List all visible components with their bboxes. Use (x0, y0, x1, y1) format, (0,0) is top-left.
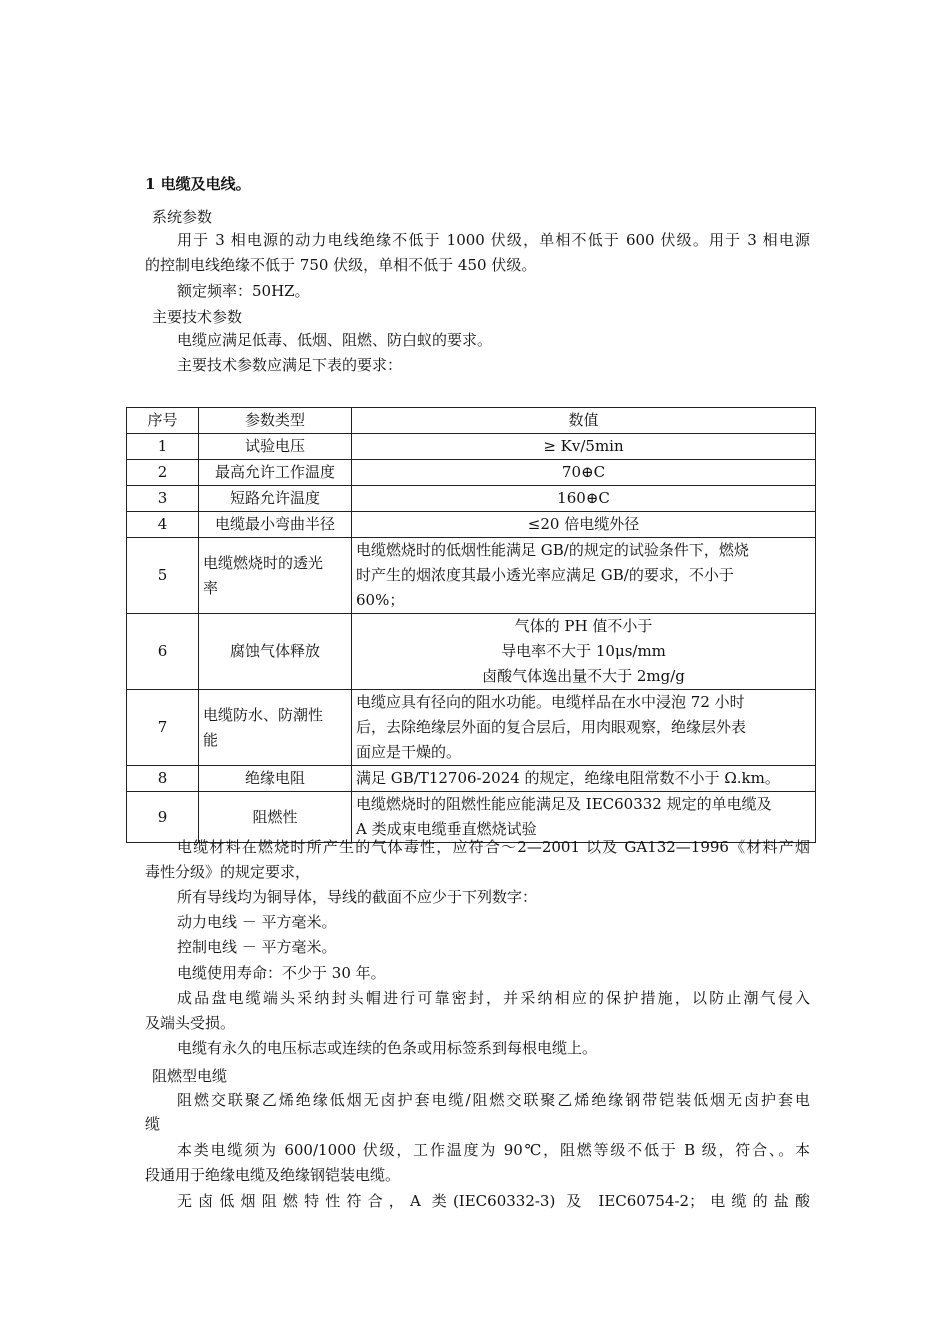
paragraph-line: 电缆应满足低毒、低烟、阻燃、防白蚁的要求。 (177, 331, 493, 349)
cell-text-line: 电缆燃烧时的低烟性能满足 GB/的规定的试验条件下，燃烧 (356, 541, 749, 559)
parameter-type-cell (199, 690, 352, 766)
section-heading: 1 电缆及电线。 (145, 175, 251, 193)
paragraph-line: 阻燃交联聚乙烯绝缘低烟无卤护套电缆/阻燃交联聚乙烯绝缘钢带铠装低烟无卤护套电 (177, 1091, 810, 1109)
header-cell: 参数类型 (199, 408, 352, 434)
cell-text-line: 160⊕C (557, 489, 610, 507)
table-row (127, 690, 816, 766)
cell-text-line: 腐蚀气体释放 (229, 642, 320, 660)
cell-text-line: 气体的 PH 值不小于 (514, 617, 653, 635)
row-number-cell: 9 (127, 792, 199, 843)
paragraph-line: 及端头受损。 (145, 1014, 236, 1032)
parameter-type-cell (199, 434, 352, 460)
cell-text-line: 试验电压 (244, 437, 305, 455)
paragraph-line: 电缆使用寿命：不少于 30 年。 (177, 964, 386, 982)
value-cell (352, 512, 816, 538)
cell-text-line: 后，去除绝缘层外面的复合层后，用肉眼观察，绝缘层外表 (356, 718, 747, 736)
cell-text-line: 电缆最小弯曲半径 (214, 515, 335, 533)
paragraph-line: 主要技术参数应满足下表的要求： (177, 356, 403, 374)
value-cell (352, 460, 816, 486)
cell-text-line: 率 (203, 578, 219, 597)
value-cell (352, 690, 816, 766)
row-number-cell: 1 (127, 434, 199, 460)
row-number-cell: 8 (127, 766, 199, 792)
cell-text-line: 满足 GB/T12706-2024 的规定，绝缘电阻常数不小于 Ω.km。 (356, 769, 780, 787)
parameter-type-cell (199, 486, 352, 512)
row-number-cell: 5 (127, 538, 199, 614)
paragraph-line: 本类电缆须为 600/1000 伏级，工作温度为 90℃，阻燃等级不低于 B 级，符合、。本 (177, 1141, 810, 1159)
cell-text-line: ≤20 倍电缆外径 (527, 515, 640, 533)
paragraph-line: 无卤低烟阻燃特性符合，A 类(IEC60332-3) 及 IEC60754-2；电缆的盐酸 (177, 1192, 810, 1210)
subsection-title-main: 主要技术参数 (152, 308, 243, 326)
cell-text-line: 70⊕C (561, 463, 606, 481)
cell-text-line: 电缆防水、防潮性 (203, 705, 324, 724)
paragraph-line: 额定频率：50HZ。 (177, 282, 310, 300)
paragraph-line: 动力电线 － 平方毫米。 (177, 913, 337, 931)
row-number-cell: 2 (127, 460, 199, 486)
paragraph-line: 用于 3 相电源的动力电线绝缘不低于 1000 伏级，单相不低于 600 伏级。用于 3 相电源 (177, 231, 810, 249)
cell-text-line: ≥ Kv/5min (543, 437, 624, 455)
paragraph-line: 所有导线均为铜导体，导线的截面不应少于下列数字： (177, 888, 538, 906)
value-cell (352, 766, 816, 792)
cell-text-line: 面应是干燥的。 (356, 743, 462, 761)
cell-text-line: 电缆应具有径向的阻水功能。电缆样品在水中浸泡 72 小时 (356, 693, 745, 711)
parameter-type-cell (199, 614, 352, 690)
paragraph-line: 控制电线 － 平方毫米。 (177, 938, 337, 956)
cell-text-line: 导电率不大于 10μs/mm (501, 642, 666, 660)
cell-text-line: 最高允许工作温度 (214, 463, 335, 481)
cell-text-line: 时产生的烟浓度其最小透光率应满足 GB/的要求，不小于 (356, 566, 734, 584)
cell-text-line: 阻燃性 (252, 807, 298, 826)
parameters-table (126, 407, 816, 843)
cell-text-line: 60%； (356, 591, 405, 609)
header-cell: 序号 (127, 408, 199, 434)
table-row (127, 766, 816, 792)
parameter-type-cell (199, 766, 352, 792)
row-number-cell: 3 (127, 486, 199, 512)
subsection-title-system: 系统参数 (152, 208, 213, 226)
paragraph-line: 电缆材料在燃烧时所产生的气体毒性，应符合～2—2001 以及 GA132—1996《材料产烟 (177, 838, 810, 856)
subsection-title-flame: 阻燃型电缆 (152, 1067, 228, 1085)
table-row (127, 614, 816, 690)
cell-text-line: 能 (203, 730, 219, 749)
table-header-row (127, 408, 816, 434)
value-cell (352, 434, 816, 460)
parameter-type-cell (199, 460, 352, 486)
cell-text-line: 电缆燃烧时的阻燃性能应能满足及 IEC60332 规定的单电缆及 (356, 795, 772, 813)
table-row (127, 460, 816, 486)
value-cell (352, 486, 816, 512)
cell-text-line: 卤酸气体逸出量不大于 2mg/g (482, 667, 685, 685)
paragraph-line: 段通用于绝缘电缆及绝缘钢铠装电缆。 (145, 1166, 401, 1184)
value-cell (352, 538, 816, 614)
paragraph-line: 毒性分级》的规定要求， (145, 863, 311, 881)
cell-text-line: 短路允许温度 (229, 489, 320, 507)
row-number-cell: 6 (127, 614, 199, 690)
row-number-cell: 7 (127, 690, 199, 766)
paragraph-line: 缆 (145, 1115, 161, 1133)
parameter-type-cell (199, 512, 352, 538)
table-row (127, 538, 816, 614)
header-cell: 数值 (352, 408, 816, 434)
paragraph-line: 成品盘电缆端头采纳封头帽进行可靠密封，并采纳相应的保护措施，以防止潮气侵入 (177, 989, 810, 1007)
cell-text-line: 绝缘电阻 (244, 769, 305, 787)
row-number-cell: 4 (127, 512, 199, 538)
paragraph-line: 电缆有永久的电压标志或连续的色条或用标签系到每根电缆上。 (177, 1039, 598, 1057)
cell-text-line: 电缆燃烧时的透光 (203, 553, 324, 572)
table-row (127, 434, 816, 460)
table-row (127, 512, 816, 538)
table-row (127, 486, 816, 512)
cell-text-line: A 类成束电缆垂直燃烧试验 (356, 820, 537, 838)
paragraph-line: 的控制电线绝缘不低于 750 伏级，单相不低于 450 伏级。 (145, 256, 537, 274)
parameter-type-cell (199, 538, 352, 614)
value-cell (352, 614, 816, 690)
